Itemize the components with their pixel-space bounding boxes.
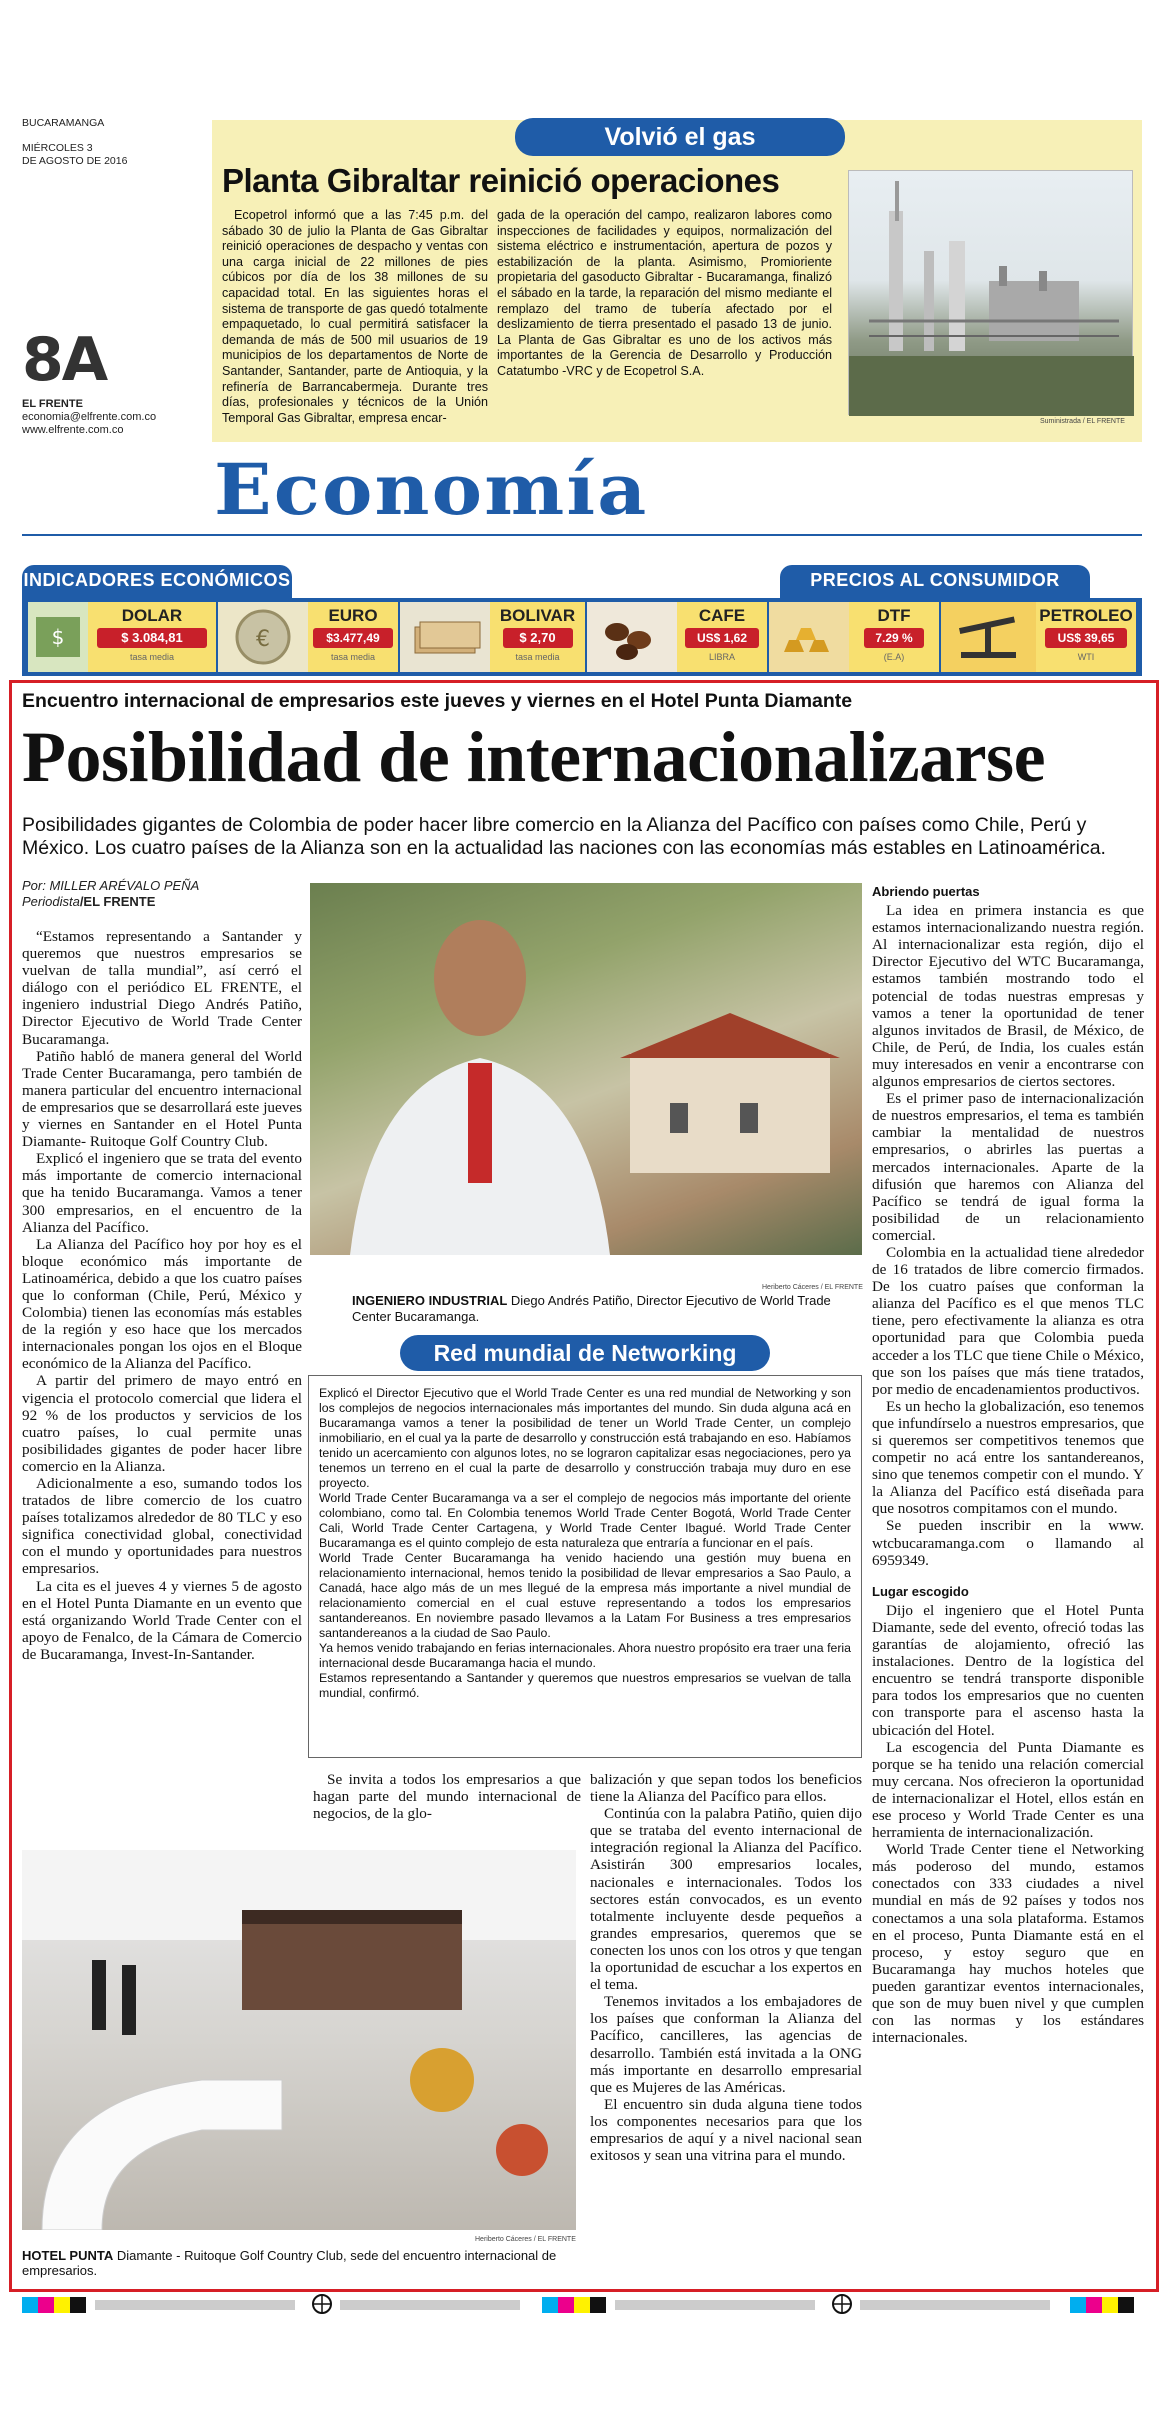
photo2-caption	[22, 2248, 576, 2278]
photo2-caption-lead: HOTEL PUNTA	[22, 2248, 114, 2263]
subhead-abriendo-puertas: Abriendo puertas	[872, 884, 980, 899]
subhead-lugar-escogido: Lugar escogido	[872, 1583, 969, 1599]
indicator-dtf-value: 7.29 %	[864, 628, 924, 648]
gold-bars-icon	[769, 602, 849, 672]
indicator-petroleo-sub: WTI	[1077, 652, 1095, 662]
color-bar-mid	[542, 2297, 606, 2313]
gray-bar-right	[860, 2300, 1050, 2310]
svg-text:€: €	[256, 627, 270, 652]
section-rule	[22, 534, 1142, 536]
paragraph: Explicó el ingeniero que se trata del evento más importante de comercio internacional que ha tenido Bucaramanga. Vamos a tener 300 empresarios, en el encuentro de la Alianza del Pacífico.	[22, 1150, 302, 1236]
dollar-icon	[28, 602, 88, 672]
indicator-petroleo	[1036, 602, 1136, 672]
indicator-dolar	[88, 602, 216, 672]
indicator-cafe-sub: LIBRA	[708, 652, 735, 662]
indicator-dolar-name: DOLAR	[121, 606, 183, 625]
svg-text:$: $	[51, 625, 65, 649]
paragraph: El encuentro sin duda alguna tiene todos los componentes necesarios para que los empresarios de aquí y a nivel nacional sean exitosos y sean una vitrina para el mundo.	[590, 2095, 862, 2165]
paragraph: Continúa con la palabra Patiño, quien dijo que se trataba del evento internacional de integración regional la Alianza del Pacífico. Asistirán 300 empresarios locales, nacionales e internacionales. Todos los sectores están convocados, es un evento totalmente incluyente desde pequeños a grandes empresarios, queremos que se conecten los unos con los otros y que tengan la oportunidad de escuchar a los expertos en el tema.	[590, 1805, 862, 1994]
bolivar-bills-icon	[400, 602, 490, 672]
article-headline: Posibilidad de internacionalizarse	[22, 717, 1046, 797]
section-title: Economía	[214, 448, 649, 531]
indicator-dtf	[849, 602, 939, 672]
byline-author: Por: MILLER ARÉVALO PEÑA	[22, 878, 200, 893]
color-bar-left	[22, 2297, 86, 2313]
gray-bar-mid-left	[340, 2300, 520, 2310]
indicator-dtf-name: DTF	[877, 606, 911, 625]
paragraph: Es un hecho la globalización, eso tenemos que infundírselo a nuestros empresarios, que si queremos ser competitivos tenemos que competir no acá entre los santandereanos, sino que tenemos competir con el mundo. Y la Alianza del Pacífico está diseñada para que nosotros compitamos con el mundo.	[872, 1397, 1144, 1518]
paragraph: La idea en primera instancia es que estamos internacionalizando nuestra región. Al internacionalizar esta región, dijo el Director Ejecutivo del WTC Bucaramanga, estamos también mostrando todo el potencial de todas nuestras empresas y vamos a tener la oportunidad de tener algunos invitados de Brasil, de México, de Chile, de Perú, de India, los cuales están muy interesados en venir a encontrarse con algunos empresarios de ciertos sectores.	[872, 902, 1144, 1091]
hotel-photo	[22, 1850, 576, 2230]
paragraph: Colombia en la actualidad tiene alrededor de 16 tratados de libre comercio firmados. De los cuatro países que conforman la alianza del Pacífico es el que menos TLC tiene, pero efectivamente la alianza es otra oportunidad para que Colombia pueda acceder a los TLC que tiene Chile o México, que son los países que más tiene tratados, por medio de encadenamientos productivos.	[872, 1243, 1144, 1398]
indicator-dolar-value: $ 3.084,81	[97, 628, 207, 648]
indicator-cafe-name: CAFE	[698, 606, 746, 625]
dateline	[22, 117, 127, 168]
gas-headline: Planta Gibraltar reinició operaciones	[222, 162, 780, 199]
director-illustration	[310, 883, 862, 1255]
indicator-bolivar-sub: tasa media	[515, 652, 560, 662]
registration-mark-icon	[832, 2294, 852, 2314]
photo1-caption	[352, 1293, 858, 1325]
paragraph: World Trade Center tiene el Networking más poderoso del mundo, estamos conectados con 333 ciudades a nivel mundial en más de 92 países y todos nos conectamos a una sola plataforma. Estamos en el proceso, Punta Diamante está en el proceso, y estoy seguro que en Bucaramanga hay muchos hoteles que pueden garantizar eventos internacionales, que son de muy buen nivel y que cumplen con las normas y los estándares internacionales.	[872, 1841, 1144, 2047]
day-label: MIÉRCOLES 3	[22, 142, 93, 154]
indicator-euro-name: EURO	[328, 606, 378, 625]
indicator-bolivar-name: BOLIVAR	[499, 606, 576, 625]
article-deck: Posibilidades gigantes de Colombia de poder hacer libre comercio en la Alianza del Pacífico con países como Chile, Perú y México. Los cuatro países de la Alianza son en la actualidad las naciones con las economías más estables en Latinoamérica.	[22, 814, 1106, 859]
director-photo	[310, 883, 862, 1255]
paragraph: Se invita a todos los empresarios a que hagan parte del mundo internacional de negocios, de la glo-	[313, 1771, 581, 1823]
oil-pump-icon	[941, 602, 1036, 672]
gas-col2: gada de la operación del campo, realizaron labores como inspecciones de facilidades y equipos, normalización del sistema eléctrico e instrumentación, apertura de pozos y estabilización de la planta. Asimismo, Promioriente propietaria del gasoducto Gibraltar - Bucaramanga, finalizó el sábado en la tarde, la reparación del mismo mediante el remplazo del tramo de tubería afectado por el deslizamiento de tierra presentado el pasado 13 de junio. La Planta de Gas Gibraltar es uno de los activos más importantes de la Gerencia de Desarrollo y Producción Catatumbo -VRC y de Ecopetrol S.A.	[497, 208, 832, 378]
gray-bar-left	[95, 2300, 295, 2310]
date-label: DE AGOSTO DE 2016	[22, 155, 128, 167]
indicators-left-title: INDICADORES ECONÓMICOS	[23, 570, 291, 590]
registration-mark-icon	[312, 2294, 332, 2314]
gas-col1: Ecopetrol informó que a las 7:45 p.m. del sábado 30 de julio la Planta de Gas Gibraltar reinició operaciones de despacho y ventas con una carga inicial de 22 millones de pies cúbicos por día de los 38 millones de su capacidad total. En las siguientes horas el sistema de transporte de gas quedó totalmente empaquetado, lo cual permitirá satisfacer la demanda de más de 500 mil usuarios de 19 municipios de los departamentos de Norte de Santander, Santander, parte de Antioquia, y la refinería de Barrancabermeja. Durante tres días, profesionales y técnicos de la Unión Temporal Gas Gibraltar, empresa encar-	[222, 208, 488, 425]
paragraph: Tenemos invitados a los embajadores de los países que conforman la Alianza del Pacífico, cancilleres, las agencias de desarrollo. También está invitada a la ONG más importante en desarrollo empresarial que es Mujeres de las Américas.	[590, 1993, 862, 2096]
color-bar-right	[1070, 2297, 1134, 2313]
indicator-cafe-value: US$ 1,62	[685, 628, 759, 648]
paragraph: “Estamos representando a Santander y queremos que nuestros empresarios se vuelvan de talla mundial”, así cerró el diálogo con el periódico EL FRENTE, el ingeniero industrial Diego Andrés Patiño, Director Ejecutivo de World Trade Center Bucaramanga.	[22, 928, 302, 1048]
indicator-euro	[308, 602, 398, 672]
coffee-beans-icon	[587, 602, 677, 672]
email-link[interactable]: economia@elfrente.com.co	[22, 411, 157, 423]
gray-bar-mid-right	[615, 2300, 815, 2310]
gas-plant-illustration	[849, 171, 1134, 416]
paragraph: Adicionalmente a eso, sumando todos los tratados de libre comercio de los cuatro países totalizamos alrededor de 80 TLC y eso significa conectividad global, conectividad con el mundo y oportunidades para nuestros empresarios.	[22, 1475, 302, 1578]
indicator-euro-sub: tasa media	[330, 652, 376, 662]
byline-paper: /EL FRENTE	[79, 894, 156, 909]
box-paragraph: Estamos representando a Santander y queremos que nuestros empresarios se vuelvan de talla mundial, confirmó.	[319, 1671, 851, 1700]
photo1-caption-text: Diego Andrés Patiño, Director Ejecutivo de World Trade Center Bucaramanga.	[352, 1293, 831, 1324]
indicator-dtf-sub: (E.A)	[883, 652, 905, 662]
paragraph: Patiño habló de manera general del World Trade Center Bucaramanga, pero también de manera particular del encuentro internacional de empresarios que se desarrollará este jueves y viernes en Santander en el Hotel Punta Diamante- Ruitoque Golf Country Club.	[22, 1047, 302, 1151]
indicator-bolivar-value: $ 2,70	[503, 628, 573, 648]
indicator-cafe	[677, 602, 767, 672]
box-paragraph: World Trade Center Bucaramanga va a ser el complejo de negocios más importante del oriente colombiano, como tal. En Colombia tenemos World Trade Center Bogotá, World Trade Center Cali, World Trade Center Cartagena, y World Trade Center Ibagué. World Trade Center Bucaramanga es el quinto complejo de esta naturaleza que entraría a funcionar en el país.	[319, 1491, 851, 1550]
indicator-bolivar	[490, 602, 585, 672]
city-label: BUCARAMANGA	[22, 117, 105, 129]
paragraph: La Alianza del Pacífico hoy por hoy es el bloque económico más importante de Latinoamérica, debido a que los cuatro países que lo conforman (Chile, Perú, México y Colombia) tienen las economías más estables de la región y eso hace que los mercados internacionales pongan los ojos en el Bloque económico de la Alianza del Pacífico.	[22, 1235, 302, 1373]
box-paragraph: Explicó el Director Ejecutivo que el World Trade Center es una red mundial de Networking y son los complejos de negocios internacionales más importantes del mundo. Sin duda alguna acá en Bucaramanga vamos a tener la posibilidad de tener un World Trade Center, un complejo inmobiliario, en el cual ya la parte de desarrollo y construcción está trabajando en eso. Habíamos tenido un acercamiento con algunos lotes, no se lograron capitalizar esas negociaciones, pero ya tenemos un terreno en el cual la parte de desarrollo y construcción trabaja muy duro en ese proyecto.	[319, 1386, 851, 1490]
paragraph: balización y que sepan todos los beneficios tiene la Alianza del Pacífico para ellos.	[590, 1771, 862, 1806]
paragraph: Se pueden inscribir en la www. wtcbucaramanga.com o llamando al 6959349.	[872, 1517, 1144, 1569]
contact-block	[22, 398, 156, 437]
byline	[22, 878, 199, 910]
photo1-caption-lead: INGENIERO INDUSTRIAL	[352, 1293, 508, 1308]
photo2-credit: Heriberto Cáceres / EL FRENTE	[475, 2236, 576, 2243]
euro-coin-icon	[218, 602, 308, 672]
article-col2	[313, 1771, 581, 1822]
paragraph: La cita es el jueves 4 y viernes 5 de agosto en el Hotel Punta Diamante en un evento que está organizando World Trade Center con el apoyo de Fenalco, de la Cámara de Comercio de Bucaramanga, Invest-In-Santander.	[22, 1577, 302, 1663]
website-link[interactable]: www.elfrente.com.co	[22, 424, 124, 436]
paragraph: A partir del primero de mayo entró en vigencia el protocolo comercial que lidera el 92 % de los productos y servicios de los cuatro países, lo cual permite unas posibilidades gigantes de poder hacer libre comercio en la Alianza.	[22, 1372, 302, 1475]
indicator-euro-value: $3.477,49	[313, 628, 393, 648]
article-col4	[872, 883, 1144, 2046]
photo2-caption-text: Diamante - Ruitoque Golf Country Club, sede del encuentro internacional de empresarios.	[22, 2248, 557, 2278]
byline-role: Periodista	[22, 894, 80, 909]
networking-box-title: Red mundial de Networking	[400, 1335, 770, 1371]
paragraph: Es el primer paso de internacionalización de nuestros empresarios, el tema es también cambiar la mentalidad de nuestros empresarios, o abrirles las puertas a mercados internacionales. Aparte de la difusión que haremos con Alianza del Pacífico se tendrá de igual forma la posibilidad de un relacionamiento comercial.	[872, 1090, 1144, 1244]
paragraph: La escogencia del Punta Diamante es porque se ha tenido una relación comercial muy cercana. Nos ofrecieron la oportunidad de internacionalizar el Hotel, ellos están en ese proceso y World Trade Center es una herramienta de internacionalización.	[872, 1738, 1144, 1842]
gas-banner: Volvió el gas	[515, 118, 845, 156]
gas-photo-credit: Suministrada / EL FRENTE	[1040, 418, 1125, 425]
indicator-dolar-sub: tasa media	[129, 652, 175, 662]
page-number: 8A	[22, 325, 107, 395]
photo1-credit: Heriberto Cáceres / EL FRENTE	[762, 1284, 863, 1291]
paragraph: Dijo el ingeniero que el Hotel Punta Diamante, sede del evento, ofreció todas las garantías de alojamiento, ofreció las instalaciones. Dentro de la logística del encuentro se tendrá transporte disponible para todos los empresarios que no cuenten con transporte para el ascenso hasta la ubicación del Hotel.	[872, 1601, 1144, 1739]
gas-plant-photo	[848, 170, 1133, 415]
article-col1	[22, 928, 302, 1663]
article-col3	[590, 1771, 862, 2164]
box-paragraph: World Trade Center Bucaramanga ha venido haciendo una gestión muy buena en relacionamiento internacional, hemos tenido la posibilidad de llevar empresarios a Sao Paulo, a Canadá, hace algo más de un mes llegué de la empresa más importante a nivel mundial de relacionamiento comercial en el cual estuve representando a todos los empresarios santandereanos. En noviembre pasado llevamos a la Latam For Business a tres empresarios santandereanos a la ciudad de Sao Paulo.	[319, 1551, 851, 1640]
indicators-right-title: PRECIOS AL CONSUMIDOR	[810, 570, 1060, 590]
indicator-petroleo-value: US$ 39,65	[1045, 628, 1127, 648]
indicator-petroleo-name: PETROLEO	[1039, 606, 1133, 625]
networking-box	[308, 1375, 862, 1758]
paper-name: EL FRENTE	[22, 398, 83, 410]
article-kicker: Encuentro internacional de empresarios este jueves y viernes en el Hotel Punta Diamante	[22, 690, 853, 712]
box-paragraph: Ya hemos venido trabajando en ferias internacionales. Ahora nuestro propósito era traer una feria internacional desde Bucaramanga hacia el mundo.	[319, 1641, 851, 1670]
hotel-lobby-illustration	[22, 1850, 576, 2230]
